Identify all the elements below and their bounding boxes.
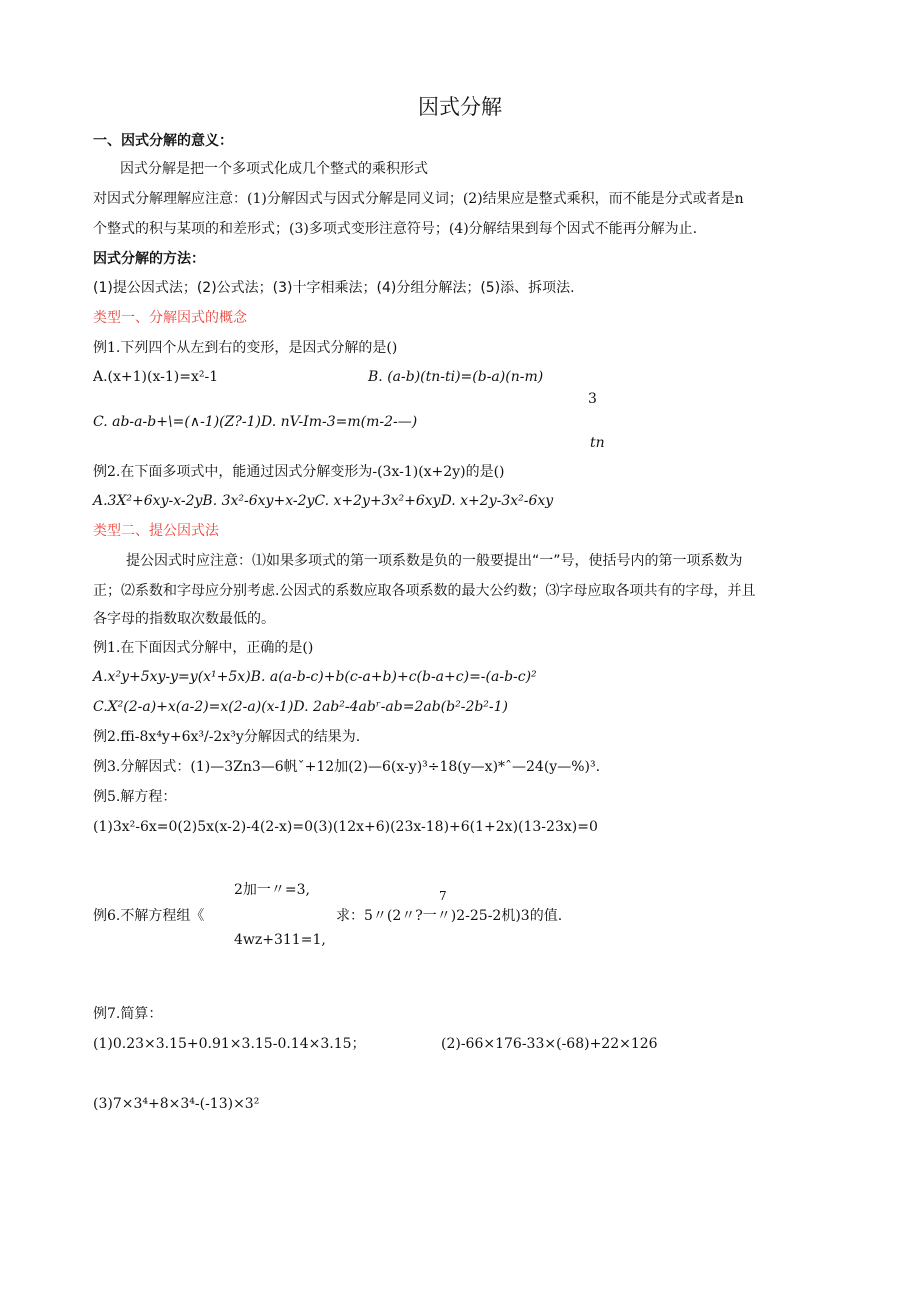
type2-ex6-equation-1: 2加一〃=3,: [234, 882, 310, 898]
type1-ex1-option-b: B. (a-b)(tn-ti)=(b-a)(n-m): [368, 369, 544, 385]
type2-ex7-part-2: (2)-66×176-33×(-68)+22×126: [441, 1036, 658, 1052]
section-heading-meaning: 一、因式分解的意义：: [93, 133, 233, 149]
type2-ex7-question: 例7.简算：: [93, 1006, 163, 1022]
type2-note-line-3: 各字母的指数取次数最低的。: [93, 611, 275, 627]
type1-ex1-question: 例1.下列四个从左到右的变形，是因式分解的是(): [93, 340, 398, 356]
type1-heading: 类型一、分解因式的概念: [93, 310, 247, 326]
type2-note-line-1: 提公因式时应注意：⑴如果多项式的第一项系数是负的一般要提出“一”号，使括号内的第一项系数为: [126, 553, 743, 569]
methods-list: (1)提公因式法；(2)公式法；(3)十字相乘法；(4)分组分解法；(5)添、拆项法.: [93, 280, 575, 296]
type2-ex1-question: 例1.在下面因式分解中，正确的是(): [93, 640, 314, 656]
methods-heading: 因式分解的方法：: [93, 251, 205, 267]
type1-ex2-options: A.3X²+6xy-x-2yB. 3x²-6xy+x-2yC. x+2y+3x²+6xyD. x+2y-3x²-6xy: [93, 493, 554, 509]
type2-heading: 类型二、提公因式法: [93, 523, 219, 539]
type2-ex6-suffix: 求：5〃(2〃?一〃)2-25-2机)3的值.: [336, 908, 563, 924]
type2-ex7-part-1: (1)0.23×3.15+0.91×3.15-0.14×3.15；: [93, 1036, 366, 1052]
page-title: 因式分解: [418, 95, 502, 119]
type2-ex6-prefix: 例6.不解方程组《: [93, 908, 205, 924]
type2-note-line-2: 正；⑵系数和字母应分别考虑.公因式的系数应取各项系数的最大公约数；⑶字母应取各项共有的字母，并且: [93, 583, 756, 599]
type1-ex1-option-a: A.(x+1)(x-1)=x²-1: [93, 369, 219, 385]
type1-ex1-option-cd: C. ab-a-b+\=(∧-1)(Z?-1)D. nV-Im-3=m(m-2-—): [93, 414, 418, 430]
type2-ex7-part-3: (3)7×3⁴+8×3⁴-(-13)×3²: [93, 1096, 260, 1112]
type2-ex1-options-cd: C.X²(2-a)+x(a-2)=x(2-a)(x-1)D. 2ab²-4abʳ-ab=2ab(b²-2b²-1): [93, 699, 509, 715]
notes-line-2: 个整式的积与某项的和差形式；(3)多项式变形注意符号；(4)分解结果到每个因式不能再分解为止.: [93, 221, 698, 237]
type2-ex5-equations: (1)3x²-6x=0(2)5x(x-2)-4(2-x)=0(3)(12x+6)(23x-18)+6(1+2x)(13-23x)=0: [93, 819, 598, 835]
type1-ex1-fraction-denominator: tn: [590, 435, 605, 451]
type1-ex1-fraction-numerator: 3: [588, 391, 597, 407]
type2-ex6-equation-2: 4wz+311=1,: [234, 932, 326, 948]
type2-ex1-options-ab: A.x²y+5xy-y=y(x¹+5x)B. a(a-b-c)+b(c-a+b)+c(b-a+c)=-(a-b-c)²: [93, 669, 537, 685]
type2-ex5-question: 例5.解方程：: [93, 789, 177, 805]
type2-ex3: 例3.分解因式：(1)—3Zn3—6帆ˇ+12加(2)—6(x-y)³÷18(y—x)*ˆ—24(y—%)³.: [93, 759, 601, 775]
type2-ex6-superscript: 7: [439, 889, 447, 903]
type1-ex2-question: 例2.在下面多项式中，能通过因式分解变形为-(3x-1)(x+2y)的是(): [93, 464, 505, 480]
definition-text: 因式分解是把一个多项式化成几个整式的乘积形式: [120, 161, 428, 177]
notes-line-1: 对因式分解理解应注意：(1)分解因式与因式分解是同义词；(2)结果应是整式乘积，而不能是分式或者是n: [93, 191, 744, 207]
type2-ex2: 例2.ffi-8x⁴y+6x³/-2x³y分解因式的结果为.: [93, 729, 361, 745]
